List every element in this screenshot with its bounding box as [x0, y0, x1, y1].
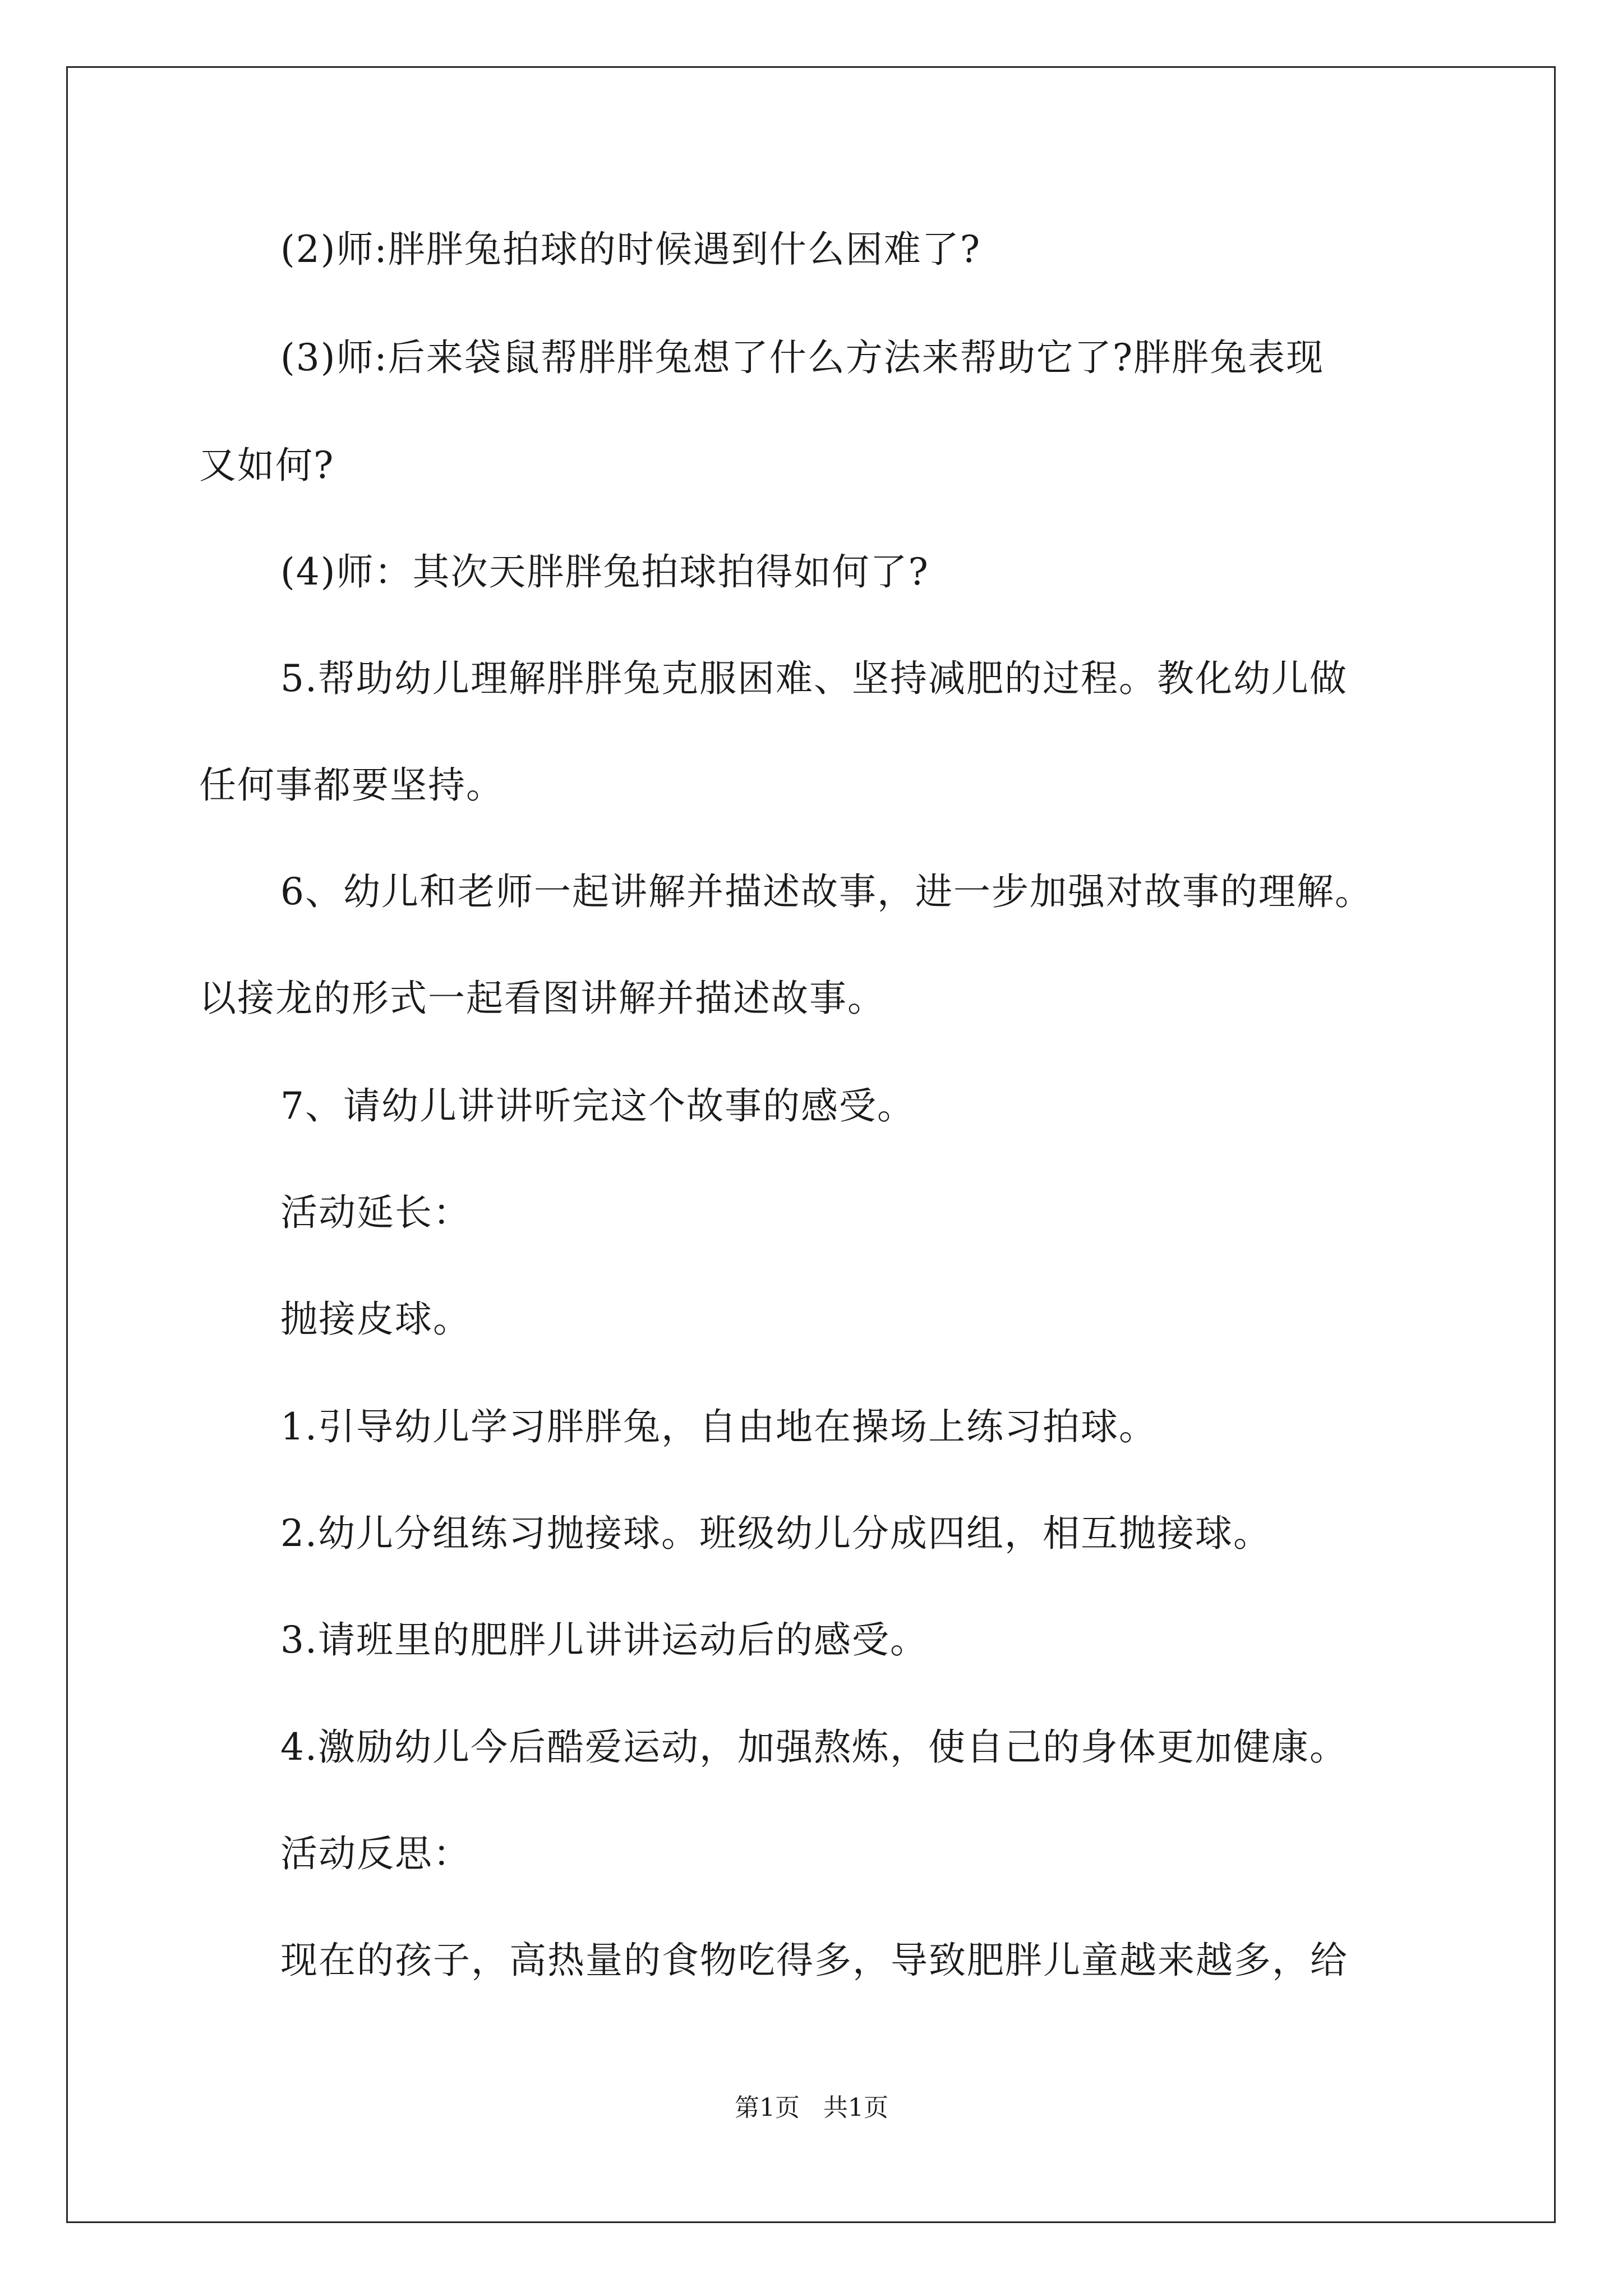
section-heading: 活动反思：	[280, 1832, 471, 1875]
text-line: (3)师:后来袋鼠帮胖胖兔想了什么方法来帮助它了?胖胖兔表现	[280, 336, 1325, 379]
text-line: 2.幼儿分组练习抛接球。班级幼儿分成四组，相互抛接球。	[280, 1512, 1271, 1555]
text-line: 抛接皮球。	[280, 1297, 471, 1341]
text-line: 6、幼儿和老师一起讲解并描述故事，进一步加强对故事的理解。	[280, 870, 1373, 913]
text-line: 现在的孩子，高热量的食物吃得多，导致肥胖儿童越来越多，给	[280, 1939, 1348, 1982]
text-line: (4)师：其次天胖胖兔拍球拍得如何了?	[280, 550, 929, 593]
text-line: 3.请班里的肥胖儿讲讲运动后的感受。	[280, 1618, 928, 1662]
page-frame	[66, 66, 1556, 2223]
text-line: 又如何?	[199, 444, 335, 487]
text-line: 5.帮助幼儿理解胖胖兔克服困难、坚持减肥的过程。教化幼儿做	[280, 657, 1348, 700]
text-line: 7、请幼儿讲讲听完这个故事的感受。	[280, 1084, 915, 1128]
text-line: 任何事都要坚持。	[199, 763, 504, 807]
text-line: (2)师:胖胖兔拍球的时候遇到什么困难了?	[280, 228, 981, 271]
page-footer: 第1页 共1页	[735, 2093, 888, 2122]
text-line: 1.引导幼儿学习胖胖兔，自由地在操场上练习拍球。	[280, 1405, 1157, 1448]
text-line: 4.激励幼儿今后酷爱运动，加强熬炼，使自己的身体更加健康。	[280, 1726, 1348, 1769]
section-heading: 活动延长：	[280, 1191, 471, 1234]
text-line: 以接龙的形式一起看图讲解并描述故事。	[199, 977, 886, 1020]
